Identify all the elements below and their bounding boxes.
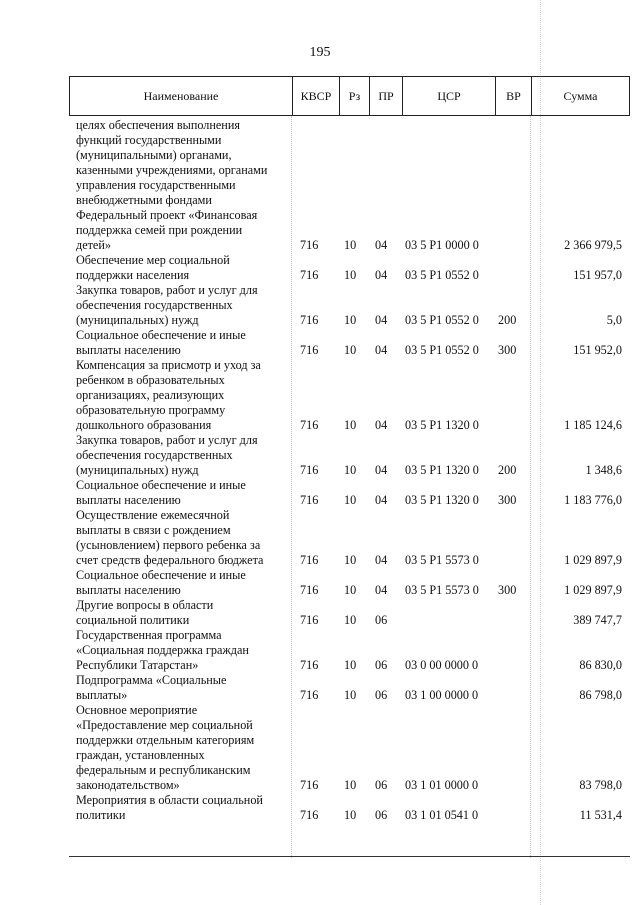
cell-pr: 04 (375, 343, 388, 357)
row-name-line: выплаты в связи с рождением (76, 523, 231, 537)
row-name-line: федеральным и республиканским (76, 763, 251, 777)
row-name-line: (муниципальными) органами, (76, 148, 232, 162)
cell-sum: 1 348,6 (585, 463, 622, 477)
cell-kvsr: 716 (300, 778, 319, 792)
page-number: 195 (309, 45, 331, 60)
row-name-line: (усыновлением) первого ребенка за (76, 538, 261, 552)
cell-pr: 04 (375, 268, 388, 282)
row-name-line: образовательную программу (76, 403, 226, 417)
table-row (69, 793, 630, 823)
cell-pr: 04 (375, 418, 388, 432)
row-name-line: ребенком в образовательных (76, 373, 225, 387)
row-name-line: обеспечения государственных (76, 298, 233, 312)
row-name-line: обеспечения государственных (76, 448, 233, 462)
cell-rz: 10 (344, 493, 357, 507)
cell-sum: 83 798,0 (579, 778, 622, 792)
row-name (69, 508, 291, 568)
cell-pr: 06 (375, 808, 388, 822)
cell-csr: 03 5 P1 5573 0 (405, 553, 479, 567)
row-name-line: Государственная программа (76, 628, 222, 642)
row-name (69, 598, 291, 628)
row-name-line: управления государственными (76, 178, 236, 192)
cell-rz: 10 (344, 613, 357, 627)
cell-sum: 86 830,0 (579, 658, 622, 672)
cell-kvsr: 716 (300, 658, 319, 672)
row-name-line: дошкольного образования (76, 418, 212, 432)
row-name-line: выплаты населению (76, 493, 181, 507)
row-name-line: Республики Татарстан» (76, 658, 199, 672)
cell-csr: 03 5 P1 0552 0 (405, 343, 479, 357)
table-row (69, 208, 630, 253)
table-row (69, 433, 630, 478)
row-name-line: казенными учреждениями, органами (76, 163, 268, 177)
cell-rz: 10 (344, 583, 357, 597)
cell-pr: 04 (375, 463, 388, 477)
table-row (69, 568, 630, 598)
cell-pr: 06 (375, 778, 388, 792)
header-name: Наименование (143, 89, 219, 103)
table-row (69, 358, 630, 433)
table-row (69, 283, 630, 328)
cell-sum: 5,0 (606, 313, 622, 327)
table-row (69, 703, 630, 793)
cell-rz: 10 (344, 313, 357, 327)
header-vr: ВР (495, 77, 531, 115)
cell-csr: 03 5 P1 0552 0 (405, 313, 479, 327)
header-pr: ПР (369, 77, 402, 115)
cell-pr: 04 (375, 553, 388, 567)
cell-pr: 06 (375, 613, 388, 627)
cell-kvsr: 716 (300, 613, 319, 627)
cell-rz: 10 (344, 343, 357, 357)
cell-kvsr: 716 (300, 418, 319, 432)
row-name-line: поддержки населения (76, 268, 190, 282)
cell-rz: 10 (344, 418, 357, 432)
cell-csr: 03 5 P1 1320 0 (405, 463, 479, 477)
cell-kvsr: 716 (300, 238, 319, 252)
row-name-line: Подпрограмма «Социальные (76, 673, 227, 687)
row-name-line: Обеспечение мер социальной (76, 253, 230, 267)
row-name-line: поддержка семей при рождении (76, 223, 243, 237)
row-name-line: Социальное обеспечение и иные (76, 328, 246, 342)
table-row (69, 628, 630, 673)
cell-kvsr: 716 (300, 808, 319, 822)
cell-kvsr: 716 (300, 493, 319, 507)
cell-csr: 03 0 00 0000 0 (405, 658, 479, 672)
row-name-line: граждан, установленных (76, 748, 205, 762)
row-name-line: внебюджетными фондами (76, 193, 212, 207)
table-row (69, 253, 630, 283)
cell-vr: 300 (498, 343, 517, 357)
row-name-line: детей» (76, 238, 111, 252)
row-name-line: «Социальная поддержка граждан (76, 643, 249, 657)
row-name-line: функций государственными (76, 133, 222, 147)
cell-kvsr: 716 (300, 463, 319, 477)
cell-pr: 04 (375, 238, 388, 252)
cell-rz: 10 (344, 808, 357, 822)
cell-kvsr: 716 (300, 688, 319, 702)
row-name (69, 358, 291, 433)
header-kvsr: КВСР (292, 77, 339, 115)
row-name (69, 793, 291, 823)
header-rz: Рз (339, 77, 369, 115)
cell-rz: 10 (344, 778, 357, 792)
row-name-line: (муниципальных) нужд (76, 313, 199, 327)
cell-rz: 10 (344, 553, 357, 567)
cell-kvsr: 716 (300, 583, 319, 597)
row-name (69, 478, 291, 508)
cell-sum: 2 366 979,5 (564, 238, 622, 252)
cell-sum: 151 957,0 (573, 268, 622, 282)
cell-rz: 10 (344, 658, 357, 672)
cell-kvsr: 716 (300, 553, 319, 567)
cell-sum: 1 183 776,0 (564, 493, 622, 507)
cell-csr: 03 1 01 0541 0 (405, 808, 479, 822)
cell-csr: 03 5 P1 1320 0 (405, 493, 479, 507)
cell-sum: 151 952,0 (573, 343, 622, 357)
row-name-line: Компенсация за присмотр и уход за (76, 358, 261, 372)
cell-pr: 04 (375, 493, 388, 507)
row-name-line: выплаты населению (76, 583, 181, 597)
cell-rz: 10 (344, 463, 357, 477)
cell-csr: 03 1 01 0000 0 (405, 778, 479, 792)
cell-pr: 04 (375, 583, 388, 597)
table-row (69, 508, 630, 568)
cell-pr: 06 (375, 658, 388, 672)
row-name (69, 433, 291, 478)
cell-rz: 10 (344, 268, 357, 282)
row-name-line: Закупка товаров, работ и услуг для (76, 433, 258, 447)
row-name (69, 118, 291, 208)
row-name-line: Осуществление ежемесячной (76, 508, 230, 522)
row-name-line: Закупка товаров, работ и услуг для (76, 283, 258, 297)
cell-csr: 03 1 00 0000 0 (405, 688, 479, 702)
row-name (69, 673, 291, 703)
row-name-line: поддержки отдельным категориям (76, 733, 255, 747)
cell-pr: 06 (375, 688, 388, 702)
footer-rule (69, 856, 630, 857)
row-name-line: Другие вопросы в области (76, 598, 214, 612)
cell-csr: 03 5 P1 0552 0 (405, 268, 479, 282)
cell-kvsr: 716 (300, 268, 319, 282)
row-name-line: политики (76, 808, 126, 822)
row-name (69, 253, 291, 283)
row-name (69, 628, 291, 673)
header-sum: Сумма (531, 77, 629, 115)
cell-kvsr: 716 (300, 313, 319, 327)
cell-vr: 200 (498, 313, 517, 327)
row-name-line: законодательством» (76, 778, 180, 792)
row-name-line: выплаты населению (76, 343, 181, 357)
row-name-line: социальной политики (76, 613, 190, 627)
row-name (69, 283, 291, 328)
cell-csr: 03 5 P1 1320 0 (405, 418, 479, 432)
table-row (69, 118, 630, 208)
cell-sum: 86 798,0 (579, 688, 622, 702)
table-body (69, 118, 630, 823)
cell-sum: 11 531,4 (579, 808, 622, 822)
cell-csr: 03 5 P1 0000 0 (405, 238, 479, 252)
table-row (69, 673, 630, 703)
table-header (69, 76, 630, 116)
row-name-line: Социальное обеспечение и иные (76, 568, 246, 582)
row-name (69, 568, 291, 598)
row-name-line: «Предоставление мер социальной (76, 718, 253, 732)
table-row (69, 598, 630, 628)
cell-vr: 200 (498, 463, 517, 477)
row-name-line: выплаты» (76, 688, 128, 702)
cell-kvsr: 716 (300, 343, 319, 357)
row-name-line: Основное мероприятие (76, 703, 198, 717)
cell-vr: 300 (498, 583, 517, 597)
row-name (69, 328, 291, 358)
table-row (69, 328, 630, 358)
cell-sum: 1 029 897,9 (564, 583, 622, 597)
row-name-line: (муниципальных) нужд (76, 463, 199, 477)
row-name (69, 208, 291, 253)
row-name (69, 703, 291, 793)
cell-pr: 04 (375, 313, 388, 327)
cell-csr: 03 5 P1 5573 0 (405, 583, 479, 597)
cell-vr: 300 (498, 493, 517, 507)
row-name-line: Социальное обеспечение и иные (76, 478, 246, 492)
cell-sum: 1 185 124,6 (564, 418, 622, 432)
row-name-line: целях обеспечения выполнения (76, 118, 240, 132)
cell-sum: 389 747,7 (573, 613, 622, 627)
header-csr: ЦСР (402, 77, 495, 115)
row-name-line: счет средств федерального бюджета (76, 553, 264, 567)
cell-sum: 1 029 897,9 (564, 553, 622, 567)
row-name-line: организациях, реализующих (76, 388, 225, 402)
table-row (69, 478, 630, 508)
row-name-line: Мероприятия в области социальной (76, 793, 263, 807)
row-name-line: Федеральный проект «Финансовая (76, 208, 258, 222)
cell-rz: 10 (344, 688, 357, 702)
cell-rz: 10 (344, 238, 357, 252)
